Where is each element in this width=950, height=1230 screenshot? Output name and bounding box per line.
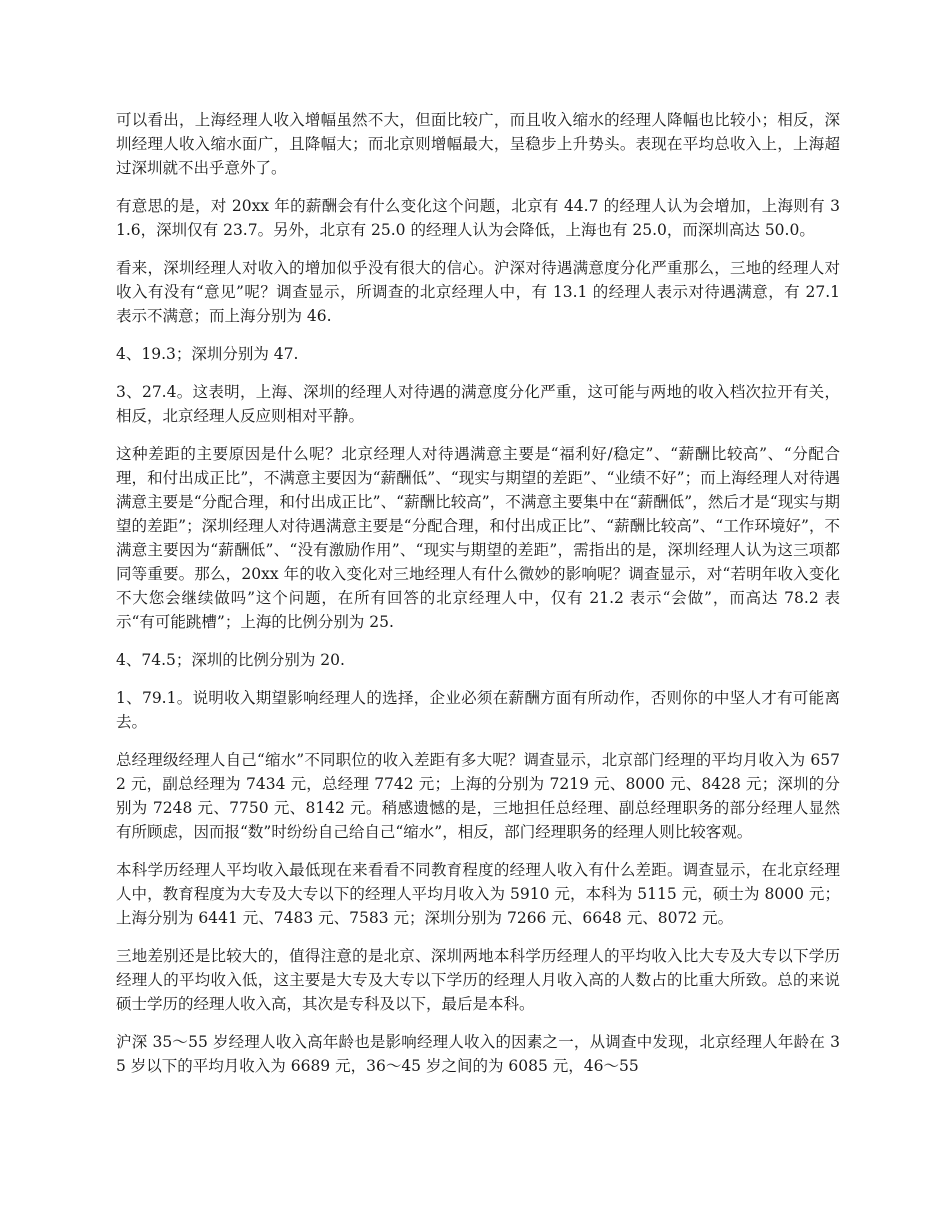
paragraph-9: 总经理级经理人自己“缩水”不同职位的收入差距有多大呢？调查显示，北京部门经理的平均月收入为 6572 元，副总经理为 7434 元，总经理 7742 元；上海的分别为 7219 元、8000 元、8428 元；深圳的分别为 7248 元、7750 元、8142 元。稍感遗憾的是，三地担任总经理、副总经理职务的部分经理人显然有所顾虑，因而报“数”时纷纷自己给自己“缩水”，相反，部门经理职务的经理人则比较客观。: [116, 751, 840, 841]
paragraph-2: 有意思的是，对 20xx 年的薪酬会有什么变化这个问题，北京有 44.7 的经理人认为会增加，上海则有 31.6，深圳仅有 23.7。另外，北京有 25.0 的经理人认为会降低，上海也有 25.0，而深圳高达 50.0。: [116, 197, 840, 239]
paragraph-10: 本科学历经理人平均收入最低现在来看看不同教育程度的经理人收入有什么差距。调查显示，在北京经理人中，教育程度为大专及大专以下的经理人平均月收入为 5910 元，本科为 5115 元，硕士为 8000 元；上海分别为 6441 元、7483 元、7583 元；深圳分别为 7266 元、6648 元、8072 元。: [116, 861, 840, 927]
paragraph-1: 可以看出，上海经理人收入增幅虽然不大，但面比较广，而且收入缩水的经理人降幅也比较小；相反，深圳经理人收入缩水面广，且降幅大；而北京则增幅最大，呈稳步上升势头。表现在平均总收入上，上海超过深圳就不出乎意外了。: [116, 111, 840, 177]
paragraph-6: 这种差距的主要原因是什么呢？北京经理人对待遇满意主要是“福利好/稳定”、“薪酬比较高”、“分配合理，和付出成正比”，不满意主要因为“薪酬低”、“现实与期望的差距”、“业绩不好”；而上海经理人对待遇满意主要是“分配合理，和付出成正比”、“薪酬比较高”，不满意主要集中在“薪酬低”，然后才是“现实与期望的差距”；深圳经理人对待遇满意主要是“分配合理，和付出成正比”、“薪酬比较高”、“工作环境好”，不满意主要因为“薪酬低”、“没有激励作用”、“现实与期望的差距”，需指出的是，深圳经理人认为这三项都同等重要。那么，20xx 年的收入变化对三地经理人有什么微妙的影响呢？调查显示，对“若明年收入变化不大您会继续做吗”这个问题，在所有回答的北京经理人中，仅有 21.2 表示“会做”，而高达 78.2 表示“有可能跳槽”；上海的比例分别为 25.: [116, 445, 840, 631]
paragraph-4: 4、19.3；深圳分别为 47.: [116, 345, 299, 363]
paragraph-3: 看来，深圳经理人对收入的增加似乎没有很大的信心。沪深对待遇满意度分化严重那么，三地的经理人对收入有没有“意见”呢？调查显示，所调查的北京经理人中，有 13.1 的经理人表示对待遇满意，有 27.1 表示不满意；而上海分别为 46.: [116, 259, 840, 325]
paragraph-8: 1、79.1。说明收入期望影响经理人的选择，企业必须在薪酬方面有所动作，否则你的中坚人才有可能离去。: [116, 689, 840, 731]
document-page: [116, 108, 840, 1092]
paragraph-12: 沪深 35～55 岁经理人收入高年龄也是影响经理人收入的因素之一，从调查中发现，北京经理人年龄在 35 岁以下的平均月收入为 6689 元，36～45 岁之间的为 6085 元，46～55: [116, 1033, 840, 1075]
paragraph-11: 三地差别还是比较大的，值得注意的是北京、深圳两地本科学历经理人的平均收入比大专及大专以下学历经理人的平均收入低，这主要是大专及大专以下学历的经理人月收入高的人数占的比重大所致。总的来说硕士学历的经理人收入高，其次是专科及以下，最后是本科。: [116, 947, 840, 1013]
paragraph-5: 3、27.4。这表明，上海、深圳的经理人对待遇的满意度分化严重，这可能与两地的收入档次拉开有关，相反，北京经理人反应则相对平静。: [116, 383, 840, 425]
paragraph-7: 4、74.5；深圳的比例分别为 20.: [116, 651, 345, 669]
